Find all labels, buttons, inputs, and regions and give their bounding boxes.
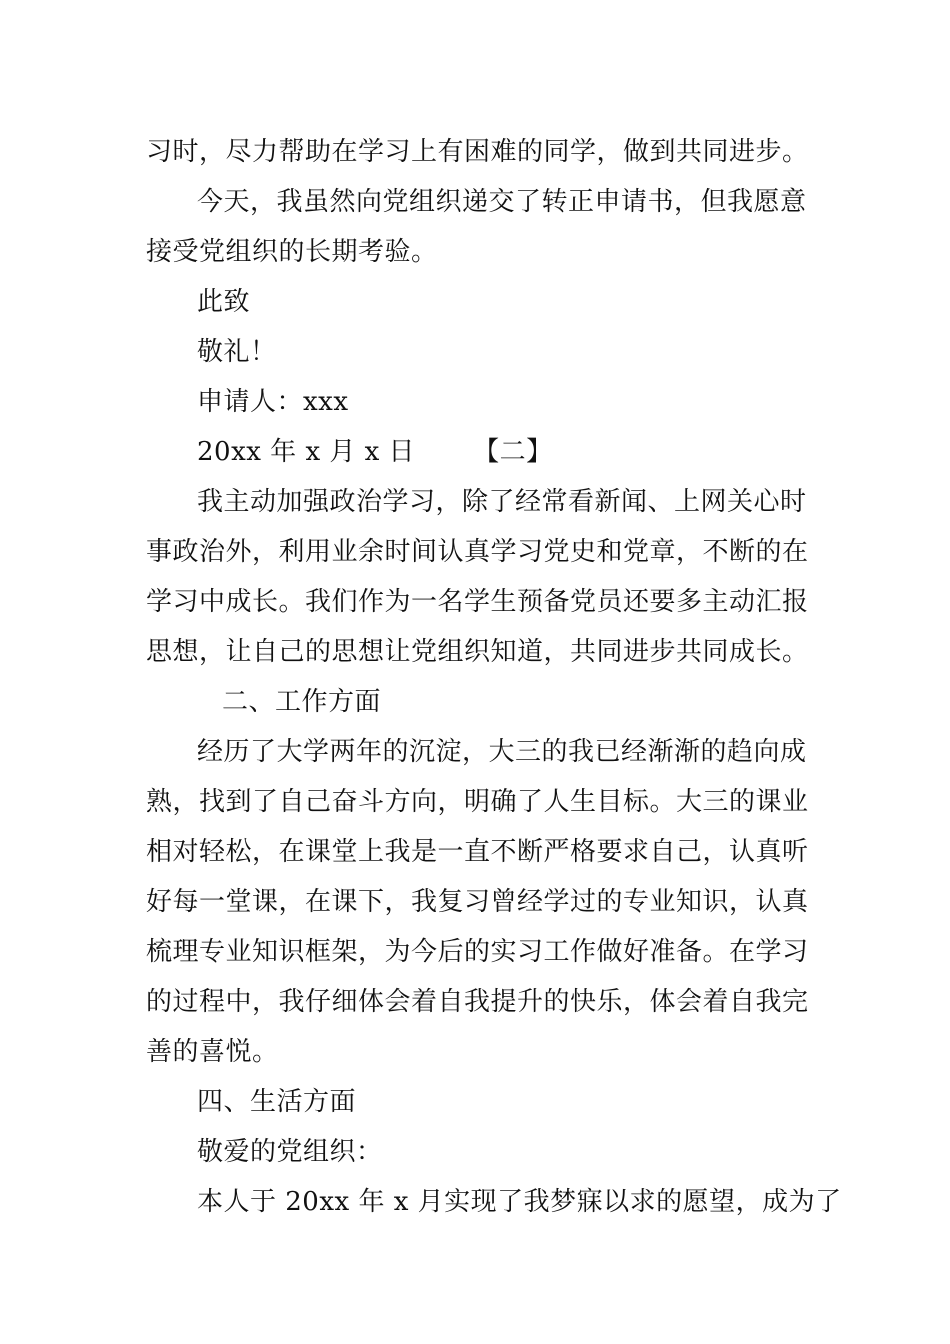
text-line: 经历了大学两年的沉淀，大三的我已经渐渐的趋向成 bbox=[197, 737, 807, 767]
closing-salutation: 此致 bbox=[197, 287, 251, 317]
letter-date: 20xx 年 x 月 x 日 bbox=[197, 437, 416, 467]
section-marker: 【二】 bbox=[473, 437, 553, 467]
text-line: 接受党组织的长期考验。 bbox=[146, 237, 438, 267]
text-line: 好每一堂课，在课下，我复习曾经学过的专业知识，认真 bbox=[146, 887, 809, 917]
greeting-line: 敬爱的党组织： bbox=[197, 1137, 383, 1167]
text-line: 的过程中，我仔细体会着自我提升的快乐，体会着自我完 bbox=[146, 987, 809, 1017]
closing-regards: 敬礼！ bbox=[197, 337, 277, 367]
text-line: 熟，找到了自己奋斗方向，明确了人生目标。大三的课业 bbox=[146, 787, 809, 817]
date-line bbox=[197, 436, 553, 468]
applicant-signature: 申请人：xxx bbox=[197, 387, 349, 417]
text-line: 善的喜悦。 bbox=[146, 1037, 279, 1067]
text-line: 学习中成长。我们作为一名学生预备党员还要多主动汇报 bbox=[146, 587, 809, 617]
text-line: 事政治外，利用业余时间认真学习党史和党章，不断的在 bbox=[146, 537, 809, 567]
section-heading-work: 二、工作方面 bbox=[222, 687, 382, 717]
text-line: 思想，让自己的思想让党组织知道，共同进步共同成长。 bbox=[146, 637, 809, 667]
text-line: 今天，我虽然向党组织递交了转正申请书，但我愿意 bbox=[197, 187, 807, 217]
text-line: 习时，尽力帮助在学习上有困难的同学，做到共同进步。 bbox=[146, 137, 809, 167]
text-line: 我主动加强政治学习，除了经常看新闻、上网关心时 bbox=[197, 487, 807, 517]
text-line: 相对轻松，在课堂上我是一直不断严格要求自己，认真听 bbox=[146, 837, 809, 867]
text-line: 梳理专业知识框架，为今后的实习工作做好准备。在学习 bbox=[146, 937, 809, 967]
text-line: 本人于 20xx 年 x 月实现了我梦寐以求的愿望，成为了 bbox=[197, 1187, 842, 1217]
section-heading-life: 四、生活方面 bbox=[197, 1087, 357, 1117]
